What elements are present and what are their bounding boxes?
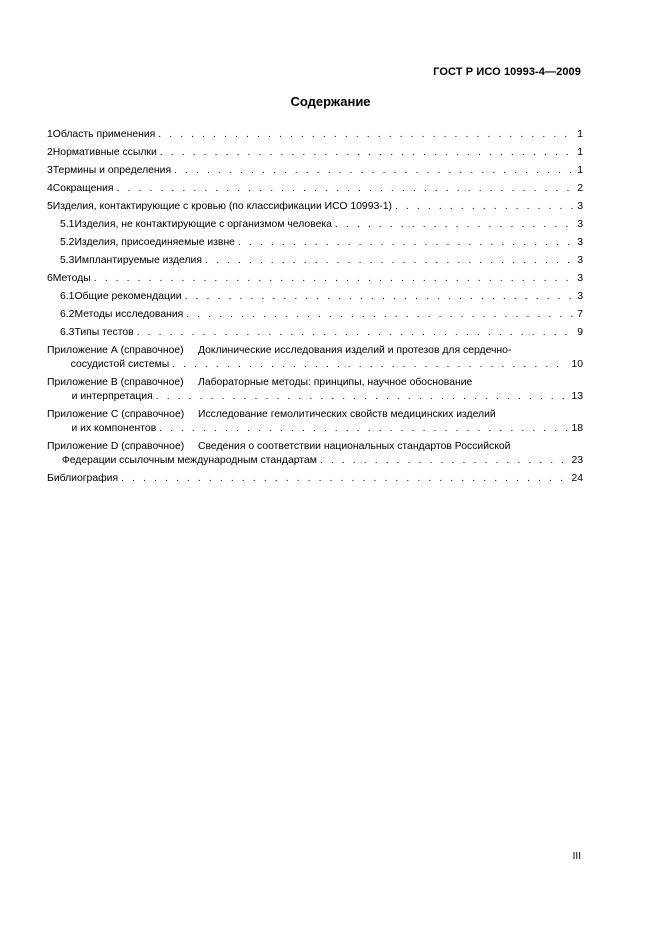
toc-entry-label: Изделия, присоединяемые извне — [74, 236, 235, 248]
toc-entry-page: 3 — [577, 200, 583, 212]
toc-entry-5[interactable] — [47, 195, 583, 213]
toc-entry-label: Изделия, не контактирующие с организмом человека — [74, 218, 332, 230]
appendix-title-line2: Федерации ссылочным международным стандартам — [61, 454, 317, 466]
toc-entry-number: 4 — [47, 182, 53, 194]
toc-entry-6-2[interactable] — [47, 303, 583, 321]
toc-entry-label: Изделия, контактирующие с кровью (по классификации ИСО 10993-1) — [52, 200, 392, 212]
toc-entry-label: Область применения — [52, 128, 156, 140]
toc-entry-page: 1 — [577, 128, 583, 140]
toc-bibliography[interactable] — [47, 467, 583, 485]
table-of-contents — [47, 123, 583, 485]
toc-appendix-a-cont[interactable] — [47, 357, 583, 371]
toc-entry-number: 2 — [47, 146, 53, 158]
toc-entry-number: 5 — [47, 200, 53, 212]
toc-entry-page: 2 — [577, 182, 583, 194]
toc-entry-number: 6 — [47, 272, 53, 284]
toc-appendix-b-cont[interactable] — [47, 389, 583, 403]
toc-entry-page: 3 — [577, 218, 583, 230]
appendix-title-line1: Исследование гемолитических свойств медицинских изделий — [198, 408, 496, 420]
toc-appendix-a[interactable] — [47, 339, 583, 357]
appendix-title-line1: Сведения о соответствии национальных стандартов Российской — [198, 440, 511, 452]
appendix-title-line1: Лабораторные методы: принципы, научное обоснование — [198, 376, 473, 388]
toc-entry-number: 6.2 — [60, 308, 75, 320]
toc-entry-2[interactable] — [47, 141, 583, 159]
leader-dots — [121, 473, 568, 485]
toc-appendix-c-cont[interactable] — [47, 421, 583, 435]
leader-dots — [395, 201, 574, 213]
leader-dots — [158, 129, 574, 141]
toc-entry-page: 23 — [571, 454, 583, 466]
toc-entry-number: 5.3 — [60, 254, 75, 266]
toc-entry-page: 18 — [571, 422, 583, 434]
toc-entry-label: Типы тестов — [74, 326, 134, 338]
leader-dots — [320, 455, 569, 467]
toc-entry-5-2[interactable] — [47, 231, 583, 249]
leader-dots — [172, 359, 568, 371]
toc-title: Содержание — [290, 94, 371, 109]
toc-entry-page: 3 — [577, 254, 583, 266]
toc-entry-6[interactable] — [47, 267, 583, 285]
toc-entry-page: 13 — [571, 390, 583, 402]
toc-entry-page: 3 — [577, 290, 583, 302]
appendix-prefix: Приложение В (справочное) — [47, 376, 184, 388]
document-header: ГОСТ Р ИСО 10993-4—2009 — [433, 66, 581, 78]
leader-dots — [156, 391, 569, 403]
toc-entry-page: 1 — [577, 146, 583, 158]
leader-dots — [174, 165, 574, 177]
toc-entry-label: Сокращения — [52, 182, 114, 194]
toc-entry-page: 24 — [571, 472, 583, 484]
toc-entry-4[interactable] — [47, 177, 583, 195]
toc-entry-6-1[interactable] — [47, 285, 583, 303]
leader-dots — [186, 309, 574, 321]
toc-entry-5-3[interactable] — [47, 249, 583, 267]
toc-appendix-b[interactable] — [47, 371, 583, 389]
appendix-prefix: Приложение D (справочное) — [47, 440, 185, 452]
leader-dots — [238, 237, 574, 249]
toc-entry-3[interactable] — [47, 159, 583, 177]
leader-dots — [117, 183, 575, 195]
appendix-title-line2: и интерпретация — [71, 390, 153, 402]
toc-entry-label: Методы исследования — [74, 308, 184, 320]
toc-entry-number: 3 — [47, 164, 53, 176]
leader-dots — [94, 273, 575, 285]
toc-entry-page: 1 — [577, 164, 583, 176]
toc-entry-page: 3 — [577, 272, 583, 284]
toc-entry-label: Имплантируемые изделия — [74, 254, 202, 266]
toc-appendix-d[interactable] — [47, 435, 583, 453]
toc-entry-number: 5.2 — [60, 236, 75, 248]
toc-appendix-d-cont[interactable] — [47, 453, 583, 467]
leader-dots — [137, 327, 575, 339]
toc-entry-6-3[interactable] — [47, 321, 583, 339]
toc-entry-label: Общие рекомендации — [74, 290, 182, 302]
toc-entry-page: 9 — [577, 326, 583, 338]
appendix-title-line2: сосудистой системы — [70, 358, 170, 370]
toc-entry-label: Методы — [52, 272, 91, 284]
toc-entry-number: 6.1 — [60, 290, 75, 302]
appendix-prefix: Приложение С (справочное) — [47, 408, 185, 420]
toc-entry-1[interactable] — [47, 123, 583, 141]
leader-dots — [205, 255, 574, 267]
toc-entry-number: 1 — [47, 128, 53, 140]
page-number: III — [572, 851, 581, 862]
toc-entry-label: Термины и определения — [52, 164, 172, 176]
toc-entry-number: 6.3 — [60, 326, 75, 338]
leader-dots — [160, 147, 574, 159]
toc-appendix-c[interactable] — [47, 403, 583, 421]
leader-dots — [185, 291, 575, 303]
toc-entry-page: 3 — [577, 236, 583, 248]
leader-dots — [159, 423, 568, 435]
toc-entry-5-1[interactable] — [47, 213, 583, 231]
leader-dots — [335, 219, 574, 231]
toc-entry-label: Нормативные ссылки — [52, 146, 157, 158]
toc-entry-number: 5.1 — [60, 218, 75, 230]
toc-entry-page: 7 — [577, 308, 583, 320]
toc-entry-label: Библиография — [47, 472, 119, 484]
appendix-title-line1: Доклинические исследования изделий и протезов для сердечно- — [198, 344, 512, 356]
appendix-title-line2: и их компонентов — [71, 422, 157, 434]
toc-entry-page: 10 — [571, 358, 583, 370]
appendix-prefix: Приложение А (справочное) — [47, 344, 184, 356]
